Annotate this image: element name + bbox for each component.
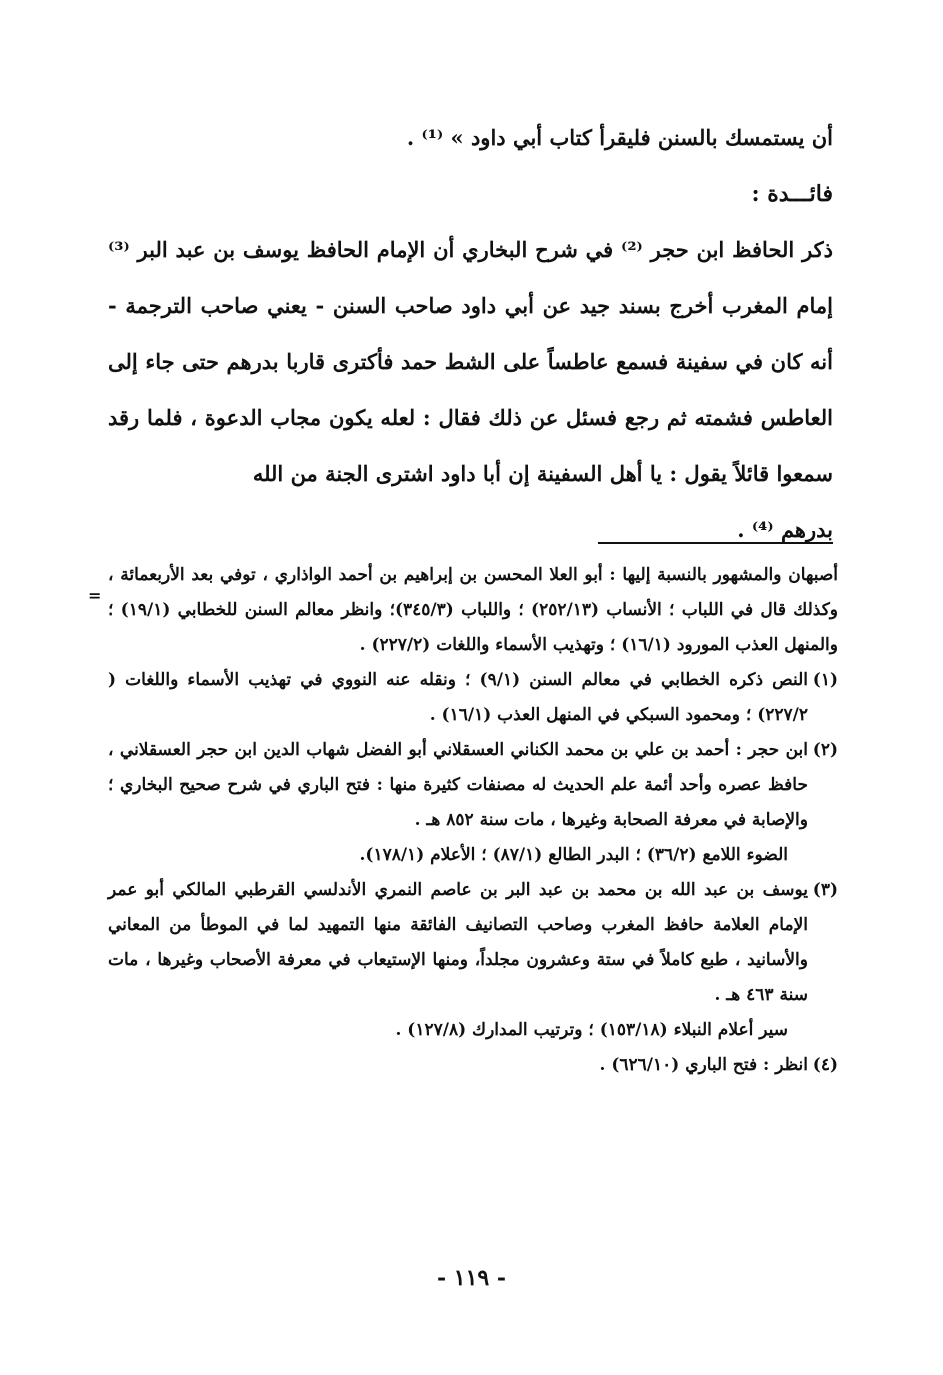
continuation-mark: = bbox=[88, 586, 102, 605]
footnote-text: انظر : فتح الباري (٦٢٦/١٠) . bbox=[599, 1055, 808, 1075]
footnote-number: (١) bbox=[812, 670, 838, 690]
footnotes bbox=[88, 558, 838, 1083]
section-heading: فائـــدة : bbox=[751, 181, 833, 207]
footnote-reference: سير أعلام النبلاء (١٥٣/١٨) ؛ وترتيب المدارك (١٢٧/٨) . bbox=[395, 1020, 788, 1040]
footnote-separator bbox=[598, 542, 833, 544]
quote-ending-line: أن يستمسك بالسنن فليقرأ كتاب أبي داود » ⁽¹⁾ . bbox=[406, 125, 833, 150]
footnote-2 bbox=[108, 733, 838, 873]
main-text bbox=[108, 110, 833, 558]
footnote-number: (٢) bbox=[812, 740, 838, 760]
footnote-reference: الضوء اللامع (٣٦/٢) ؛ البدر الطالع (٨٧/١) ؛ الأعلام (١٧٨/١). bbox=[359, 845, 788, 865]
footnote-3 bbox=[108, 873, 838, 1048]
footnote-text: ابن حجر : أحمد بن علي بن محمد الكناني العسقلاني أبو الفضل شهاب الدين ابن حجر العسقلاني ، حافظ عصره وأحد أئمة علم الحديث له مصنفات كثيرة منها : فتح الباري في شرح صحيح البخاري ؛ والإصابة في معرفة الصحابة وغيرها ، مات سنة ٨٥٢ هـ . bbox=[108, 740, 808, 830]
body-paragraph-end: بدرهم ⁽⁴⁾ . bbox=[737, 517, 833, 542]
footnote-continuation-text: أصبهان والمشهور بالنسبة إليها : أبو العلا المحسن بن إبراهيم بن أحمد الواذاري ، توفي بعد الأربعمائة ، وكذلك قال في اللباب ؛ الأنساب (٢٥٢/١٣) ؛ واللباب (٣٤٥/٣)؛ وانظر معالم السنن للخطابي (١٩/١) ؛ والمنهل العذب المورود (١٦/١) ؛ وتهذيب الأسماء واللغات (٢٢٧/٢) . bbox=[108, 565, 838, 655]
footnote-text: يوسف بن عبد الله بن محمد بن عبد البر بن عاصم النمري الأندلسي القرطبي المالكي أبو عمر الإمام العلامة حافظ المغرب وصاحب التصانيف الفائقة منها التمهيد لما في الموطأ من المعاني والأسانيد ، طبع كاملاً في ستة وعشرون مجلداً، ومنها الإستيعاب في معرفة الأصحاب وغيرها ، مات سنة ٤٦٣ هـ . bbox=[108, 880, 808, 1005]
page-number: - ١١٩ - bbox=[436, 1265, 507, 1291]
body-paragraph: ذكر الحافظ ابن حجر ⁽²⁾ في شرح البخاري أن الإمام الحافظ يوسف بن عبد البر ⁽³⁾ إمام المغرب أخرج بسند جيد عن أبي داود صاحب السنن - يعني صاحب الترجمة - أنه كان في سفينة فسمع عاطساً على الشط حمد فأكترى قاربا بدرهم حتى جاء إلى العاطس فشمته ثم رجع فسئل عن ذلك فقال : لعله يكون مجاب الدعوة ، فلما رقد سمعوا قائلاً يقول : يا أهل السفينة إن أبا داود اشترى الجنة من الله bbox=[108, 237, 834, 486]
footnote-number: (٣) bbox=[812, 880, 838, 900]
footnote-text: النص ذكره الخطابي في معالم السنن (٩/١) ؛ ونقله عنه النووي في تهذيب الأسماء واللغات ( ٢٢٧/٢) ؛ ومحمود السبكي في المنهل العذب (١٦/١) . bbox=[108, 670, 809, 725]
footnote-number: (٤) bbox=[812, 1055, 838, 1075]
footnote-1 bbox=[108, 663, 838, 733]
footnote-continuation bbox=[88, 558, 838, 663]
footnote-4 bbox=[108, 1048, 838, 1083]
